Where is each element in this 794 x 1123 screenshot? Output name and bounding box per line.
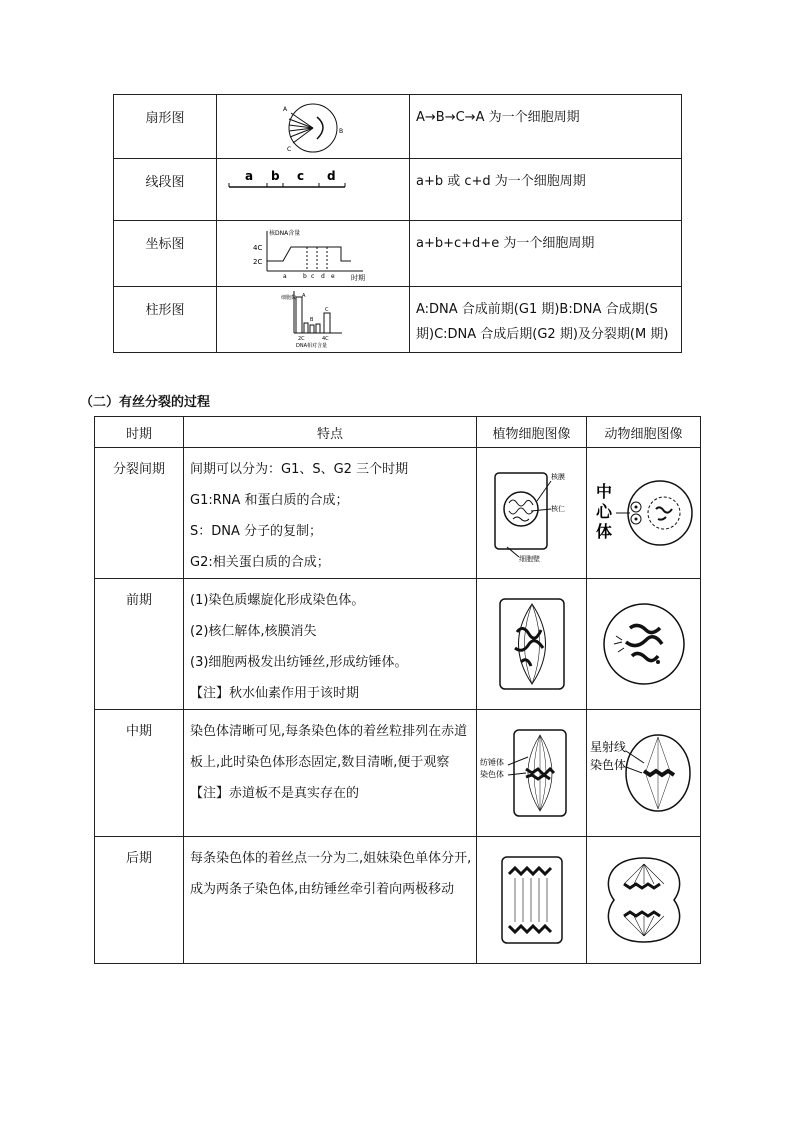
- svg-text:A: A: [283, 105, 288, 113]
- feature-line: (2)核仁解体,核膜消失: [190, 624, 317, 639]
- row-description: a+b+c+d+e 为一个细胞周期: [410, 221, 682, 287]
- svg-text:染色体: 染色体: [589, 758, 626, 772]
- table-row: [114, 95, 682, 159]
- svg-text:B: B: [310, 316, 314, 323]
- animal-metaphase-figure: [587, 710, 701, 837]
- stage-features: [184, 710, 477, 837]
- table-row: [114, 287, 682, 353]
- stage-label: 分裂间期: [95, 448, 184, 579]
- cell-cycle-representation-table: [113, 94, 682, 353]
- svg-text:B: B: [339, 127, 344, 135]
- plant-prophase-figure: [477, 579, 587, 710]
- svg-text:细胞数: 细胞数: [281, 294, 297, 301]
- fan-diagram-figure: [217, 95, 410, 159]
- svg-text:心: 心: [595, 502, 612, 521]
- row-description: a+b 或 c+d 为一个细胞周期: [410, 159, 682, 221]
- svg-text:染色体: 染色体: [479, 770, 504, 779]
- svg-text:中: 中: [595, 482, 612, 501]
- svg-text:纺锤体: 纺锤体: [479, 758, 504, 767]
- feature-line: G2:相关蛋白质的合成；: [190, 555, 330, 570]
- svg-text:细胞壁: 细胞壁: [518, 555, 540, 563]
- row-description: A→B→C→A 为一个细胞周期: [410, 95, 682, 159]
- plant-interphase-figure: [477, 448, 587, 579]
- mitosis-process-table: [94, 416, 701, 964]
- header-animal-image: 动物细胞图像: [587, 417, 701, 448]
- animal-prophase-figure: [587, 579, 701, 710]
- section-title: （二）有丝分裂的过程: [80, 395, 211, 410]
- table-row: [95, 837, 701, 964]
- stage-label: 后期: [95, 837, 184, 964]
- svg-text:核膜: 核膜: [550, 473, 565, 481]
- segment-diagram-figure: [217, 159, 410, 221]
- stage-features: [184, 837, 477, 964]
- bar-diagram-figure: [217, 287, 410, 353]
- svg-text:C: C: [325, 306, 329, 313]
- row-label: 线段图: [114, 159, 217, 221]
- stage-features: [184, 579, 477, 710]
- table-row: [114, 221, 682, 287]
- svg-text:星射线: 星射线: [589, 740, 626, 754]
- stage-features: [184, 448, 477, 579]
- feature-line: 间期可以分为：G1、S、G2 三个时期: [190, 462, 409, 477]
- coordinate-diagram-figure: [217, 221, 410, 287]
- plant-metaphase-figure: [477, 710, 587, 837]
- feature-line: 染色体清晰可见,每条染色体的着丝粒排列在赤道板上,此时染色体形态固定,数目清晰,便于观察: [190, 724, 468, 770]
- feature-line: 每条染色体的着丝点一分为二,姐妹染色单体分开,成为两条子染色体,由纺锤丝牵引着向两极移动: [190, 851, 472, 897]
- header-features: 特点: [184, 417, 477, 448]
- svg-text:4C: 4C: [322, 335, 329, 342]
- svg-text:C: C: [287, 145, 292, 153]
- svg-text:a: a: [283, 272, 287, 280]
- animal-interphase-figure: [587, 448, 701, 579]
- animal-anaphase-figure: [587, 837, 701, 964]
- svg-text:d: d: [321, 272, 325, 280]
- row-label: 柱形图: [114, 287, 217, 353]
- svg-text:4C: 4C: [253, 243, 263, 252]
- svg-text:c: c: [311, 272, 315, 280]
- row-label: 扇形图: [114, 95, 217, 159]
- table-row: [114, 159, 682, 221]
- plant-anaphase-figure: [477, 837, 587, 964]
- table-row: [95, 710, 701, 837]
- feature-line: S：DNA 分子的复制；: [190, 524, 323, 539]
- stage-label: 中期: [95, 710, 184, 837]
- row-label: 坐标图: [114, 221, 217, 287]
- svg-text:c: c: [297, 169, 305, 183]
- table-row: [95, 448, 701, 579]
- header-plant-image: 植物细胞图像: [477, 417, 587, 448]
- feature-line: 【注】秋水仙素作用于该时期: [190, 686, 360, 701]
- table-header-row: [95, 417, 701, 448]
- row-description: A:DNA 合成前期(G1 期)B:DNA 合成期(S 期)C:DNA 合成后期(G2 期)及分裂期(M 期): [410, 287, 682, 353]
- svg-text:d: d: [327, 169, 336, 183]
- svg-text:DNA相对含量: DNA相对含量: [296, 342, 328, 349]
- feature-line: (1)染色质螺旋化形成染色体。: [190, 593, 365, 608]
- feature-line: (3)细胞两极发出纺锤丝,形成纺锤体。: [190, 655, 408, 670]
- svg-text:核仁: 核仁: [550, 505, 565, 513]
- stage-label: 前期: [95, 579, 184, 710]
- svg-text:时期: 时期: [351, 273, 365, 281]
- svg-text:b: b: [271, 169, 280, 183]
- svg-text:体: 体: [595, 522, 612, 541]
- svg-text:b: b: [303, 272, 307, 280]
- svg-text:2C: 2C: [253, 257, 263, 266]
- svg-text:2C: 2C: [298, 335, 305, 342]
- feature-line: G1:RNA 和蛋白质的合成；: [190, 493, 349, 508]
- svg-text:e: e: [331, 272, 335, 280]
- header-period: 时期: [95, 417, 184, 448]
- svg-text:a: a: [245, 169, 254, 183]
- feature-line: 【注】赤道板不是真实存在的: [190, 786, 360, 801]
- table-row: [95, 579, 701, 710]
- svg-text:A: A: [302, 292, 306, 299]
- svg-text:核DNA含量: 核DNA含量: [269, 229, 301, 237]
